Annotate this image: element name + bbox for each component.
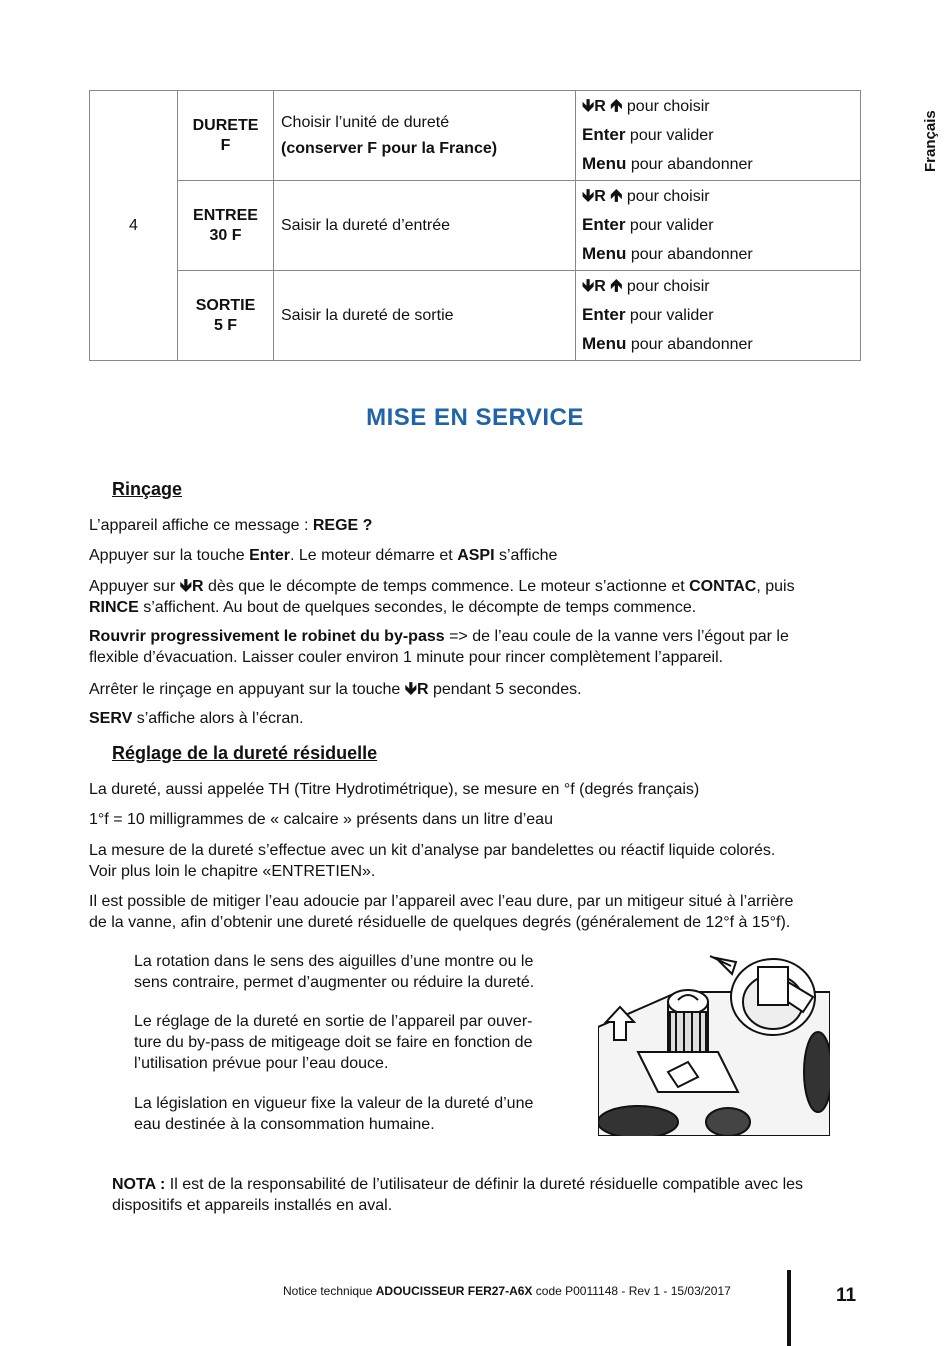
- desc-cell: Saisir la dureté de sortie: [274, 271, 576, 361]
- page-number: 11: [836, 1285, 857, 1306]
- reglage-paragraph: [89, 891, 869, 933]
- step-number: 4: [90, 91, 178, 361]
- reglage-paragraph: [89, 840, 869, 882]
- arrow-down-icon: 🡻: [582, 276, 595, 295]
- key-text: pour choisir: [622, 278, 710, 295]
- table-row: [90, 181, 861, 271]
- code-line: 5 F: [213, 316, 238, 334]
- code-cell: [178, 271, 274, 361]
- rincage-heading: Rinçage: [112, 479, 183, 499]
- arrow-up-icon: 🡹: [610, 276, 623, 295]
- arrow-down-icon: 🡻: [179, 576, 192, 595]
- text: eau destinée à la consommation humaine.: [134, 1116, 435, 1133]
- key-enter: Enter: [582, 305, 626, 324]
- text: ture du by-pass de mitigeage doit se faire en fonction de: [134, 1034, 533, 1051]
- text: flexible d’évacuation. Laisser couler environ 1 minute pour rincer complètement l’appareil.: [89, 649, 724, 666]
- desc-line: Choisir l’unité de dureté: [281, 113, 450, 131]
- text: Il est possible de mitiger l’eau adoucie par l’appareil avec l’eau dure, par un mitigeur situé à l’arrière: [89, 893, 794, 910]
- key-enter: Enter: [582, 125, 626, 144]
- reglage-heading: Réglage de la dureté résiduelle: [112, 743, 378, 763]
- text: REGE ?: [312, 517, 373, 534]
- rincage-paragraph: [89, 708, 869, 729]
- text: R: [416, 681, 429, 698]
- text: R: [191, 578, 204, 595]
- language-tab: [892, 92, 939, 172]
- rincage-paragraph: [89, 626, 869, 668]
- code-line: SORTIE: [195, 296, 256, 314]
- reglage-paragraph: 1°f = 10 milligrammes de « calcaire » présents dans un litre d’eau: [89, 811, 553, 828]
- text: Arrêter le rinçage en appuyant sur la touche: [89, 681, 405, 698]
- key-text: pour valider: [625, 217, 714, 234]
- desc-line: (conserver F pour la France): [281, 139, 498, 157]
- rincage-paragraph: [89, 575, 869, 618]
- text: pendant 5 secondes.: [428, 681, 582, 698]
- text: dispositifs et appareils installés en aval.: [112, 1197, 393, 1214]
- text: La législation en vigueur fixe la valeur de la dureté d’une: [134, 1095, 534, 1112]
- arrow-down-icon: 🡻: [582, 96, 595, 115]
- text: Voir plus loin le chapitre «ENTRETIEN».: [89, 863, 376, 880]
- code-line: ENTREE: [193, 206, 258, 224]
- table-row: [90, 91, 861, 181]
- rincage-paragraph: [89, 515, 869, 536]
- valve-illustration: [598, 952, 830, 1136]
- text: RINCE: [89, 599, 139, 616]
- key-text: pour abandonner: [626, 336, 753, 353]
- rincage-paragraph: [89, 678, 869, 700]
- key-text: pour valider: [625, 127, 714, 144]
- footer: [283, 1284, 731, 1298]
- text: CONTAC: [689, 578, 757, 595]
- arrow-up-icon: 🡹: [610, 96, 623, 115]
- text: L’appareil affiche ce message :: [89, 517, 313, 534]
- key-text: pour choisir: [622, 98, 710, 115]
- nota-paragraph: [112, 1174, 872, 1216]
- text: Il est de la responsabilité de l’utilisateur de définir la dureté résiduelle compatible avec les: [165, 1176, 804, 1193]
- key-menu: Menu: [582, 154, 627, 173]
- figure-caption-1: [134, 951, 564, 993]
- text: dès que le décompte de temps commence. Le moteur s’actionne et: [203, 578, 690, 595]
- text: ADOUCISSEUR FER27-A6X: [375, 1284, 533, 1298]
- figure-caption-3: [134, 1093, 564, 1135]
- text: Rouvrir progressivement le robinet du by-pass: [89, 628, 445, 645]
- code-cell: [178, 91, 274, 181]
- language-label: Français: [922, 110, 939, 172]
- text: NOTA :: [112, 1176, 166, 1193]
- footer-divider: [787, 1270, 791, 1346]
- arrow-down-icon: 🡻: [582, 186, 595, 205]
- text: code P0011148 - Rev 1 - 15/03/2017: [532, 1284, 731, 1298]
- text: l’utilisation prévue pour l’eau douce.: [134, 1055, 389, 1072]
- code-line: F: [220, 136, 231, 154]
- key-text: pour valider: [625, 307, 714, 324]
- code-line: 30 F: [209, 226, 242, 244]
- text: La mesure de la dureté s’effectue avec un kit d’analyse par bandelettes ou réactif liquide colorés.: [89, 842, 776, 859]
- section-title: MISE EN SERVICE: [366, 404, 584, 431]
- arrow-down-icon: 🡻: [404, 679, 417, 698]
- key-r: R: [594, 98, 606, 115]
- text: SERV: [89, 710, 133, 727]
- key-r: R: [594, 278, 606, 295]
- key-text: pour choisir: [622, 188, 710, 205]
- keys-cell: [576, 181, 861, 271]
- text: s’affiche: [494, 547, 558, 564]
- rincage-paragraph: [89, 545, 869, 566]
- desc-cell: Saisir la dureté d’entrée: [274, 181, 576, 271]
- text: , puis: [756, 578, 795, 595]
- key-text: pour abandonner: [626, 156, 753, 173]
- text: Notice technique: [283, 1284, 376, 1298]
- text: s’affiche alors à l’écran.: [132, 710, 304, 727]
- text: Appuyer sur: [89, 578, 180, 595]
- reglage-paragraph: La dureté, aussi appelée TH (Titre Hydrotimétrique), se mesure en °f (degrés français): [89, 781, 700, 798]
- arrow-up-icon: 🡹: [610, 186, 623, 205]
- table-row: [90, 271, 861, 361]
- text: ASPI: [457, 547, 495, 564]
- key-r: R: [594, 188, 606, 205]
- text: sens contraire, permet d’augmenter ou réduire la dureté.: [134, 974, 535, 991]
- text: . Le moteur démarre et: [290, 547, 458, 564]
- text: => de l’eau coule de la vanne vers l’égout par le: [444, 628, 789, 645]
- key-enter: Enter: [582, 215, 626, 234]
- key-text: pour abandonner: [626, 246, 753, 263]
- text: de la vanne, afin d’obtenir une dureté résiduelle de quelques degrés (généralement de 12°f à 15°f).: [89, 914, 791, 931]
- code-cell: [178, 181, 274, 271]
- text: Enter: [249, 547, 290, 564]
- text: Appuyer sur la touche: [89, 547, 250, 564]
- text: Le réglage de la dureté en sortie de l’appareil par ouver-: [134, 1013, 533, 1030]
- code-line: DURETE: [192, 116, 259, 134]
- text: La rotation dans le sens des aiguilles d’une montre ou le: [134, 953, 534, 970]
- key-menu: Menu: [582, 244, 627, 263]
- figure-caption-2: [134, 1011, 564, 1074]
- keys-cell: [576, 91, 861, 181]
- keys-cell: [576, 271, 861, 361]
- desc-cell: [274, 91, 576, 181]
- text: s’affichent. Au bout de quelques secondes, le décompte de temps commence.: [138, 599, 697, 616]
- settings-table: [89, 90, 861, 361]
- key-menu: Menu: [582, 334, 627, 353]
